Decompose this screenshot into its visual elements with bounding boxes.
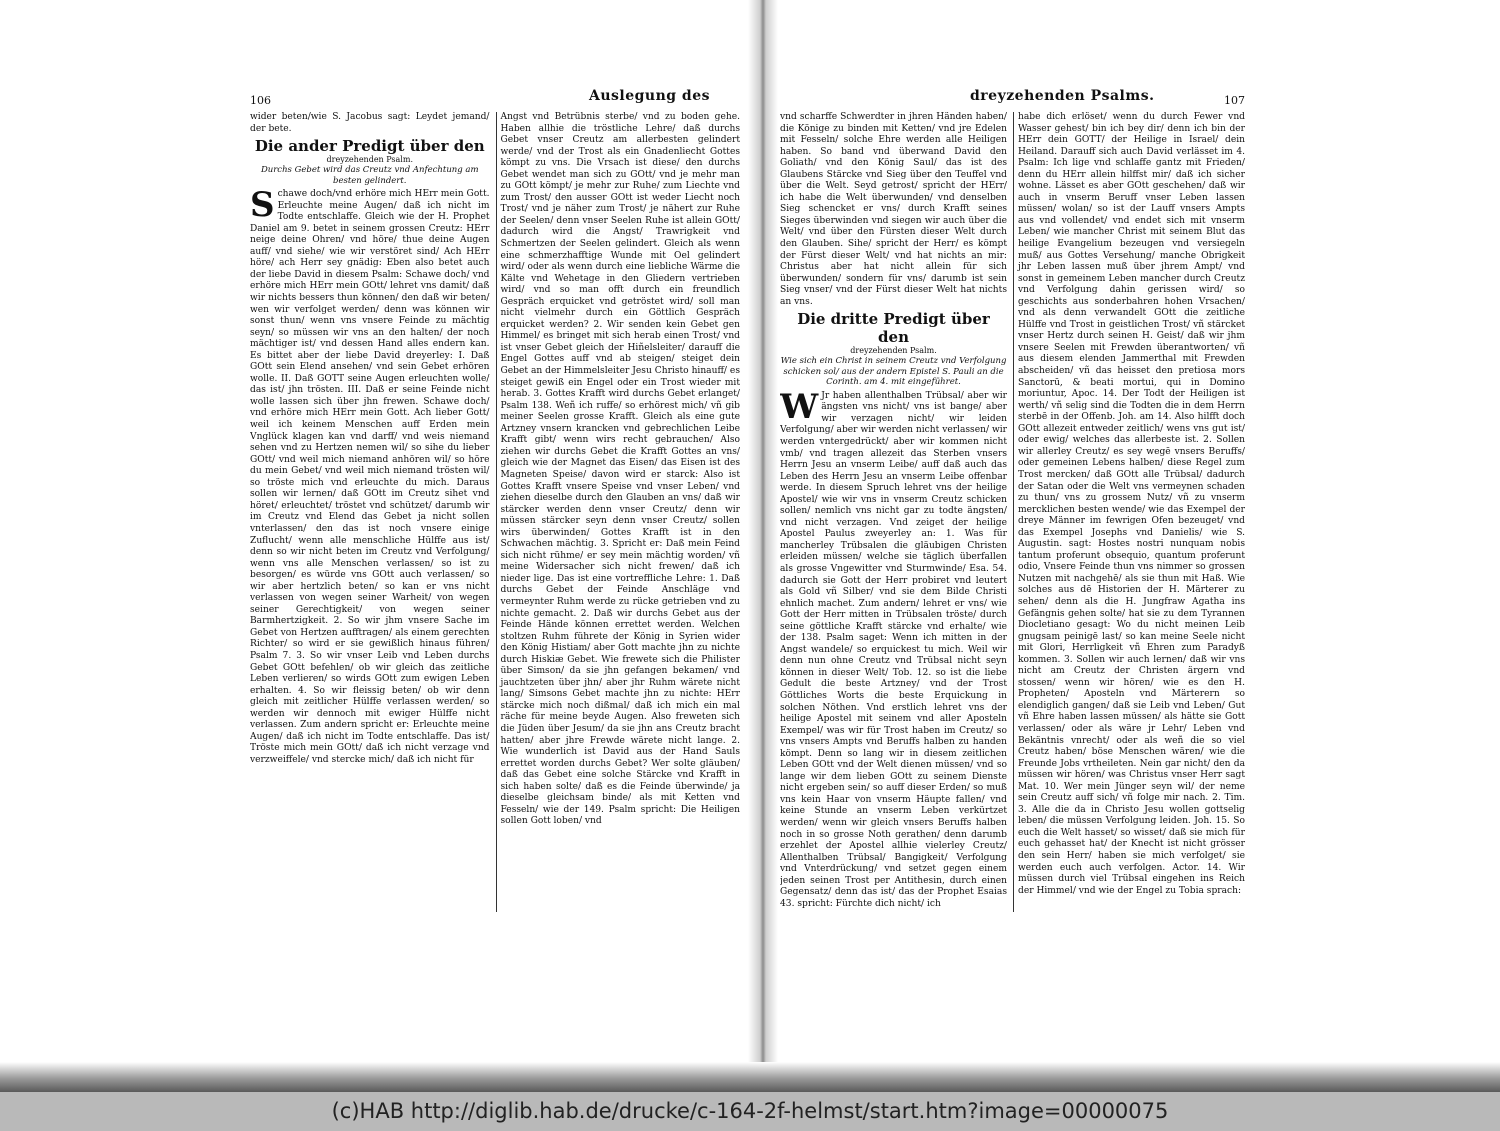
left-page-number: 106 <box>250 94 271 107</box>
right-columns <box>780 112 1245 912</box>
right-col1-text: Jr haben allenthalben Trübsal/ aber wir ängsten vns nicht/ vns ist bange/ aber wir verzagen nicht/ wir leiden Verfolgung/ aber wir werden nicht verlassen/ wir werden vntergedrückt/ aber wir kommen nicht vmb/ vnd tragen allezeit das Sterben vnsers Herrn Jesu an vnserm Leibe/ auff daß auch das Leben des Herrn Jesu an vnserm Leibe offenbar werde. In diesem Spruch lehret vns der heilige Apostel/ wie wir vns in vnserm Creutz schicken sollen/ nemlich vns nicht gar zu todte ängsten/ vnd nicht verzagen. Vnd zeiget der heilige Apostel Paulus zweyerley an: 1. Was für mancherley Trübsalen die gläubigen Christen erleiden müssen/ welche sie täglich überfallen als grosse Vngewitter vnd Sturmwinde/ Esa. 54. dadurch sie Gott der Herr probiret vnd leutert als Gold vñ Silber/ vnd sie dem Bilde Christi ehnlich machet. Zum andern/ lehret er vns/ wie Gott der Herr mitten in Trübsalen tröste/ durch seine göttliche Krafft stärcke vnd erhalte/ wie der 138. Psalm saget: Wenn ich mitten in der Angst wandele/ so erquickest tu mich. Weil wir denn nun ohne Creutz vnd Trübsal nicht seyn können in dieser Welt/ Tob. 12. so ist die liebe Gedult die beste Artzney/ vnd der Trost Göttliches Worts die beste Erquickung in solchen Nöthen. Vnd erstlich lehret vns der heilige Apostel mit seinem vnd aller Aposteln Exempel/ was wir für Trost haben im Creutz/ so vns vnsers Ampts vnd Beruffs halben zu handen kömpt. Denn so lang wir in diesem zeitlichen Leben GOtt vnd der Welt dienen müssen/ vnd so lange wir dem lieben GOtt zu seinem Dienste nicht ergeben sein/ so auff dieser Erden/ so muß vns kein Haar von vnserm Häupte fallen/ vnd keine Stunde an vnserm Leben verkürtzet werden/ wenn wir gleich vnsers Beruffs halben noch in so grosse Noth gerathen/ denn darumb erzehlet der Apostel allhie vielerley Creutz/ Allenthalben Trübsal/ Bangigkeit/ Verfolgung vnd Vnterdrückung/ vnd setzet gegen einem jeden seinen Trost per Antithesin, durch einen Gegensatz/ denn das ist/ das der Prophet Esaias 43. spricht: Fürchte dich nicht/ ich <box>780 390 1007 909</box>
right-page-header <box>780 88 1245 112</box>
right-col2-body: habe dich erlöset/ wenn du durch Fewer vnd Wasser gehest/ bin ich bey dir/ denn ich bin der HErr dein GOTT/ der Heilige in Israel/ dein Heiland. Darauff sich auch David verlässet im 4. Psalm: Ich lige vnd schlaffe gantz mit Frieden/ denn du HErr allein hilffst mir/ daß ich sicher wohne. Lässet es aber GOtt geschehen/ daß wir auch in vnserm Beruff vnser Leben lassen müssen/ wolan/ so ist der Lauff vnsers Ampts aus vnd vollendet/ vnd endet sich mit vnserm Leben/ wie mancher Christ mit seinem Blut das heilige Evangelium bezeugen vnd versiegeln muß/ aus Gottes Versehung/ manche Obrigkeit jhr Leben lassen muß über jhrem Ampt/ vnd sonst in gemeinem Leben mancher durch Creutz vnd Verfolgung dahin gerissen wird/ so geschichts aus sonderbahren hohen Vrsachen/ vnd als denn verwandelt GOtt die zeitliche Hülffe vnd Trost in geistlichen Trost/ vñ stärcket vnser Hertz durch seinen H. Geist/ daß wir jhm vnsere Seelen mit Frewden überantworten/ vñ aus diesem elenden Jammerthal mit Frewden abscheiden/ vñ das heisset den pretiosa mors Sanctorū, & beati mortui, qui in Domino moriuntur, Apoc. 14. Der Todt der Heiligen ist werth/ vñ selig sind die Todten die in dem Herrn sterbē in der Offenb. Joh. am 14. Also hilfft doch GOtt allezeit entweder zeitlich/ wens vns gut ist/ oder ewig/ welches das allerbeste ist. 2. Sollen wir allerley Creutz/ es sey wegē vnsers Beruffs/ oder gemeinen Lebens halben/ diese Regel zum Trost mercken/ daß GOtt alle Trübsal/ dadurch der Satan oder die Welt vns vermeynen schaden zu thun/ vns zu grossem Nutz/ vñ zu vnserm mercklichen besten wende/ wie das Exempel der dreye Männer im fewrigen Ofen bezeuget/ vnd das Exempel Josephs vnd Danielis/ wie S. Augustin. sagt: Hostes nostri nunquam nobis tantum proferunt obsequio, quantum proferunt odio, Vnsere Feinde thun vns nimmer so grossen Nutzen mit nachgehē/ als sie thun mit Haß. Wie solches aus dē Historien der H. Märterer zu sehen/ denn als die H. Jungfraw Agatha ins Gefängnis gehen solte/ hat sie zu dem Tyrannen Diocletiano gesagt: Wo du nicht meinen Leib gnugsam peinigē last/ so kan meine Seele nicht mit Glori, Herrligkeit vñ Ehren zum Paradyß kommen. 3. Sollen wir auch lernen/ daß wir vns nicht am Creutz der Christen ärgern vnd stossen/ wenn wir hören/ wie es den H. Propheten/ Aposteln vnd Märterern so elendiglich gangen/ daß sie Leib vnd Leben/ Gut vñ Ehre haben lassen müssen/ als hätte sie Gott verlassen/ oder als wäre jr Lehr/ Leben vnd Bekäntnis vnrecht/ oder als weñ die so viel Creutz haben/ böse Menschen wären/ wie die Freunde Jobs vrtheileten. Nein gar nicht/ den da müssen wir hören/ was Christus vnser Herr sagt Mat. 10. Wer mein Jünger seyn wil/ der neme sein Creutz auff sich/ vñ folge mir nach. 2. Tim. 3. Alle die da in Christo Jesu wollen gottselig leben/ die müssen Verfolgung leiden. Joh. 15. So euch die Welt hasset/ so wisset/ daß sie mich für euch gehasset hat/ der Knecht ist nicht grösser den sein Herr/ haben sie mich verfolget/ sie werden euch auch verfolgen. Actor. 14. Wir müssen durch viel Trübsal eingehen ins Reich der Himmel/ vnd wie der Engel zu Tobia sprach: <box>1018 112 1245 896</box>
right-dropcap: W <box>780 386 819 427</box>
right-column-2 <box>1013 112 1245 912</box>
right-column-1 <box>780 112 1007 912</box>
left-page <box>250 88 740 912</box>
right-section-title: Die dritte Predigt über den <box>797 310 990 347</box>
right-running-head: dreyzehenden Psalms. <box>970 88 1155 104</box>
left-col1-intro: wider beten/wie S. Jacobus sagt: Leydet jemand/ der bete. <box>250 112 490 134</box>
left-col1-body <box>250 185 490 766</box>
left-dropcap: S <box>250 185 275 226</box>
left-columns <box>250 112 740 912</box>
left-column-1 <box>250 112 490 912</box>
left-col1-text: chawe doch/vnd erhöre mich HErr mein Gott. Erleuchte meine Augen/ daß ich nicht im Todte entschlaffe. Gleich wie der H. Prophet Daniel am 9. betet in seinem grossen Creutz: HErr neige deine Ohren/ vnd höre/ thue deine Augen auff/ vnd siehe/ wie wir verstöret sind/ Ach HErr höre/ ach Herr sey gnädig: Eben also betet auch der liebe David in diesem Psalm: Schawe doch/ vnd erhöre mich HErr mein GOtt/ lehret vns damit/ daß wir nichts bessers thun können/ den daß wir beten/ wen wir verfolget werden/ denn was können wir sonst thun/ wenn vns vnsere Feinde zu mächtig seyn/ so müssen wir vns an den halten/ der noch mächtiger ist/ vnd dessen Hand alles endern kan. Es bittet aber der liebe David dreyerley: I. Daß GOtt sein Elend ansehen/ vnd sein Gebet erhören wolle. II. Daß GOTT seine Augen erleuchten wolle/ das ist/ jhn trösten. III. Daß er seine Feinde nicht wolle lassen sich über jhn frewen. Schawe doch/ vnd erhöre mich HErr mein Gott. Ach lieber Gott/ weil ich keinem Menschen auff Erden mein Vnglück klagen kan vnd darff/ vnd weis niemand sehen vnd zu Hertzen nemen wil/ so sihe du lieber GOtt/ vnd weil mich niemand anhören wil/ so höre du mein Gebet/ vnd weil mich niemand trösten wil/ so tröste mich vnd erleuchte du mich. Daraus sollen wir lernen/ daß GOtt im Creutz sihet vnd höret/ erleuchtet/ tröstet vnd schützet/ darumb wir im Creutz vnd Elend das Gebet ja nicht sollen vnterlassen/ den das ist noch vnsere einige Zuflucht/ wenn alle menschliche Hülffe aus ist/ denn so wir nicht beten im Creutz vnd Verfolgung/ wenn vns alle Menschen verlassen/ so ist zu besorgen/ es würde vns GOtt auch verlassen/ so wir aber hertzlich beten/ so kan er vns nicht verlassen von wegen seiner Warheit/ von wegen seiner Gerechtigkeit/ von wegen seiner Barmhertzigkeit. 2. So wir jhm vnsere Sache im Gebet von Hertzen aufftragen/ als einem gerechten Richter/ so wird er sie gewißlich hinaus führen/ Psalm 7. 3. So wir vnser Leib vnd Leben durchs Gebet GOtt befehlen/ ob wir gleich das zeitliche Leben verlieren/ so wirds GOtt zum ewigen Leben erhalten. 4. So wir fleissig beten/ ob wir denn gleich mit zeitlicher Hülffe verlassen werden/ so werden wir dennoch mit ewiger Hülffe nicht verlassen. Zum andern spricht er: Erleuchte meine Augen/ daß ich nicht im Todte entschlaffe. Das ist/ Tröste mich mein GOtt/ daß ich nicht verzage vnd verzweiffele/ vnd stercke mich/ daß ich nicht für <box>250 189 490 765</box>
right-section-subtitle: dreyzehenden Psalm. <box>850 346 937 356</box>
left-running-head: Auslegung des <box>588 88 710 104</box>
page-bottom-edge <box>0 1062 1500 1092</box>
right-page-number: 107 <box>1224 94 1245 107</box>
left-column-2 <box>496 112 741 912</box>
left-page-header <box>250 88 740 112</box>
right-section-title-block <box>780 310 1007 388</box>
left-col2-body: Angst vnd Betrübnis sterbe/ vnd zu boden gehe. Haben allhie die tröstliche Lehre/ daß durchs Gebet vnser Creutz am allerbesten gelindert werde/ vnd der Trost als ein Gnadenliecht Gottes kömpt zu vns. Die Vrsach ist diese/ den durchs Gebet wendet man sich zu GOtt/ vnd je mehr man zu GOtt kömpt/ je mehr zur Ruhe/ zum Liechte vnd zum Trost/ den ausser GOtt ist weder Liecht noch Trost/ vnd je näher zum Trost/ je nähert zur Ruhe der Seelen/ denn vnser Seelen Ruhe ist allein GOtt/ dadurch wird die Angst/ Trawrigkeit vnd Schmertzen der Seelen gelindert. Gleich als wenn eine schmerzhafftige Wunde mit Oel gelindert wird/ oder als wenn durch eine liebliche Wärme die Kälte vnd Wehetage in den Gliedern vertrieben wird/ vnd so man offt durch ein freundlich Gespräch erquicket vnd getröstet wird/ soll man nicht vielmehr durch ein Göttlich Gespräch erquicket werden? 2. Wir senden kein Gebet gen Himmel/ es bringet mit sich herab einen Trost/ vnd ist vnser Gebet gleich der Hiñelsleiter/ darauff die Engel Gottes auff vnd ab steigen/ steiget dein Gebet an der Himmelsleiter Jesu Christo hinauff/ es steiget gewiß ein Engel oder ein Trost wieder mit herab. 3. Gottes Krafft wird durchs Gebet erlanget/ Psalm 138. Weñ ich ruffe/ so erhörest mich/ vñ gib meiner Seelen grosse Krafft. Gleich als eine gute Artzney vnsern krancken vnd gebrechlichen Leibe Krafft gibt/ wenn wirs recht gebrauchen/ Also ziehen wir durchs Gebet die Krafft Gottes an vns/ gleich wie der Magnet das Eisen/ das Eisen ist des Magneten Speise/ davon wird er starck: Also ist Gottes Krafft vnsere Speise vnd vnser Leben/ vnd ziehen dieselbe durch den Glauben an vns/ daß wir stärcker werden denn vnser Creutz/ denn wir müssen stärcker seyn denn vnser Creutz/ sollen wirs überwinden/ Gottes Krafft ist in den Schwachen mächtig. 3. Spricht er: Daß mein Feind sich nicht rühme/ er sey mein mächtig worden/ vñ meine Widersacher sich nicht frewen/ daß ich nieder lige. Das ist eine vortreffliche Lehre: 1. Daß durchs Gebet der Feinde Anschläge vnd vermeynter Ruhm werde zu rücke getrieben vnd zu nichte gemacht. 2. Daß wir durchs Gebet aus der Feinde Hände können errettet werden. Welchen stoltzen Ruhm führete der König in Syrien wider den König Histiam/ aber Gott machte jhn zu nichte durch Hiskiæ Gebet. Wie frewete sich die Philister über Simson/ da sie jhn gefangen bekamen/ vnd jauchtzeten über jhn/ aber jhr Ruhm wärete nicht lang/ Simsons Gebet machte jhn zu nichte: HErr stärcke mich noch dißmal/ daß ich mich ein mal räche für meine beyde Augen. Also freweten sich die Jüden über Jesum/ da sie jhn ans Creutz bracht hatten/ aber jhre Frewde wärete nicht lange. 2. Wie wunderlich ist David aus der Hand Sauls errettet worden durchs Gebet? Wer solte gläuben/ daß das Gebet eine solche Stärcke vnd Krafft in sich haben solte/ daß es die Feinde überwinde/ ja dieselbe gleichsam binde/ als mit Ketten vnd Fesseln/ wie der 149. Psalm spricht: Die Heiligen sollen Gott loben/ vnd <box>500 112 740 827</box>
right-col1-top: vnd scharffe Schwerdter in jhren Händen haben/ die Könige zu binden mit Ketten/ vnd jre Edelen mit Fesseln/ solche Ehre werden alle Heiligen haben. So band vnd überwand David den Goliath/ vnd den König Saul/ das ist des Glaubens Stärcke vnd Sieg über den Teuffel vnd über die Welt. Seyd getrost/ spricht der HErr/ ich habe die Welt überwunden/ vnd denselben Sieg schencket er vns/ durch Krafft seines Sieges überwinden vnd siegen wir auch über die Welt/ vnd über den Fürsten dieser Welt durch den Glauben. Sihe/ spricht der Herr/ es kömpt der Fürst dieser Welt/ vnd hat nichts an mir: Christus aber hat nicht allein für sich überwunden/ sondern für vns/ darumb ist sein Sieg vnser/ vnd der Fürst dieser Welt hat nichts an vns. <box>780 112 1007 307</box>
left-section-subtitle: dreyzehenden Psalm. <box>326 155 413 165</box>
left-section-title: Die ander Predigt über den <box>254 137 485 156</box>
copyright-footer: (c)HAB http://diglib.hab.de/drucke/c-164-2f-helmst/start.htm?image=00000075 <box>0 1092 1500 1131</box>
left-section-title-block <box>250 137 490 186</box>
right-section-desc: Wie sich ein Christ in seinem Creutz vnd Verfolgung schicken sol/ aus der andern Epistel S. Pauli an die Corinth. am 4. mit eingeführet. <box>780 356 1007 388</box>
right-col1-body <box>780 386 1007 911</box>
book-gutter <box>748 0 778 1131</box>
right-page <box>780 88 1245 912</box>
left-section-desc: Durchs Gebet wird das Creutz vnd Anfechtung am besten gelindert. <box>260 165 479 186</box>
